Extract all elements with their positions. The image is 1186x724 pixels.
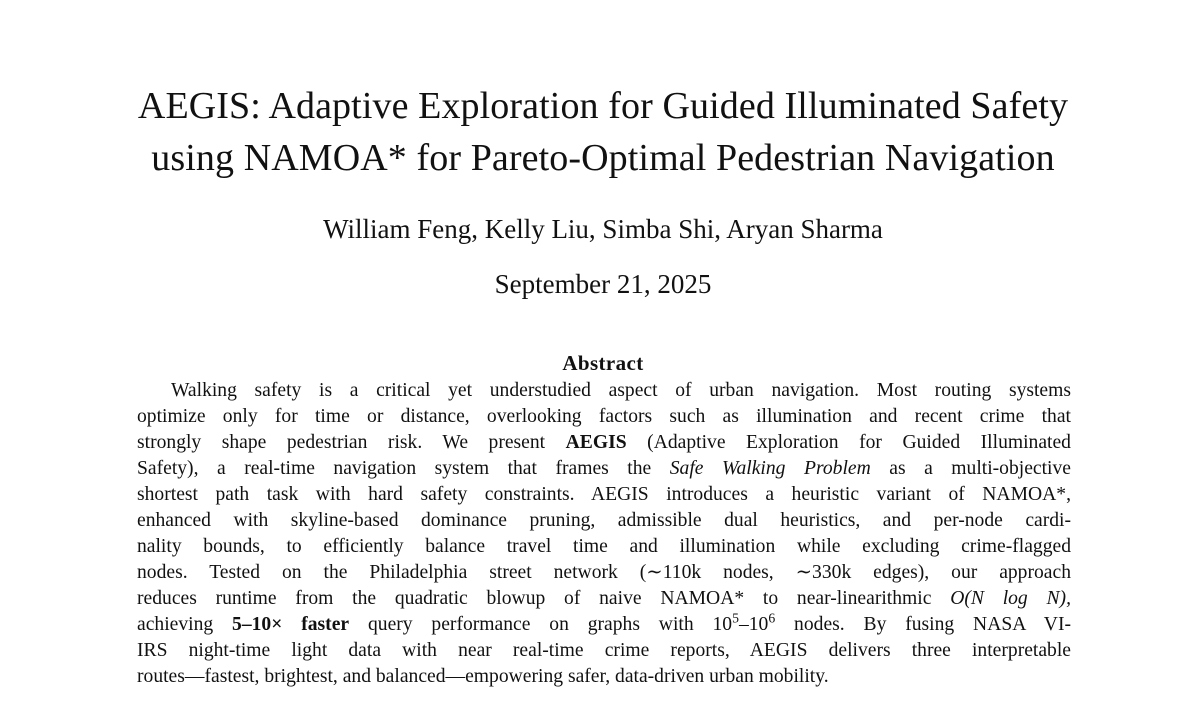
title-line-1: AEGIS: Adaptive Exploration for Guided Illuminated Safety: [137, 85, 1069, 127]
abstract-text: achieving: [137, 614, 214, 635]
exponent: 5: [732, 610, 739, 626]
abstract-line-4: [137, 456, 1071, 482]
abstract-text: (Adaptive Exploration for Guided Illuminated: [647, 432, 1071, 453]
abstract-line-8: nodes. Tested on the Philadelphia street network (∼110k nodes, ∼330k edges), our approach: [137, 562, 1071, 583]
abstract-text: reduces runtime from the quadratic blowup of naive NAMOA* to near-linearithmic: [137, 588, 932, 609]
abstract-line-12: routes—fastest, brightest, and balanced—empowering safer, data-driven urban mobility.: [137, 666, 829, 687]
paper-title: [60, 80, 1146, 184]
title-line-2: using NAMOA* for Pareto-Optimal Pedestrian Navigation: [151, 137, 1055, 179]
abstract-text: query performance on graphs with 10: [367, 614, 733, 635]
abstract-line-2: optimize only for time or distance, overlooking factors such as illumination and recent crime that: [137, 406, 1071, 427]
publication-date: September 21, 2025: [494, 269, 712, 299]
abstract-line-10: [137, 612, 1071, 638]
abstract-text: nodes. By fusing NASA VI-: [794, 614, 1072, 635]
abstract-text: as a multi-objective: [889, 458, 1071, 479]
abstract-body: [137, 378, 1071, 690]
abstract-text: Safety), a real-time navigation system that frames the: [137, 458, 652, 479]
abstract-heading: Abstract: [562, 351, 644, 375]
abstract-line-1: Walking safety is a critical yet understudied aspect of urban navigation. Most routing systems: [171, 380, 1071, 401]
abstract-text: –10: [738, 614, 769, 635]
problem-name-emphasis: Safe Walking Problem: [669, 458, 871, 479]
exponent: 6: [768, 610, 776, 626]
speedup-emphasis: 5–10× faster: [232, 614, 350, 635]
aegis-emphasis: AEGIS: [565, 432, 627, 453]
abstract-line-11: IRS night-time light data with near real-time crime reports, AEGIS delivers three interpretable: [137, 640, 1071, 661]
complexity-formula: O(N log N),: [950, 588, 1071, 609]
abstract-line-6: enhanced with skyline-based dominance pruning, admissible dual heuristics, and per-node cardi-: [137, 510, 1071, 531]
abstract-line-7: nality bounds, to efficiently balance travel time and illumination while excluding crime-flagged: [137, 536, 1071, 557]
abstract-line-5: shortest path task with hard safety constraints. AEGIS introduces a heuristic variant of NAMOA*,: [137, 484, 1071, 505]
abstract-text: strongly shape pedestrian risk. We present: [137, 432, 546, 453]
abstract-line-9: [137, 586, 1071, 612]
author-list: William Feng, Kelly Liu, Simba Shi, Aryan Sharma: [323, 214, 883, 244]
abstract-line-3: [137, 430, 1071, 456]
